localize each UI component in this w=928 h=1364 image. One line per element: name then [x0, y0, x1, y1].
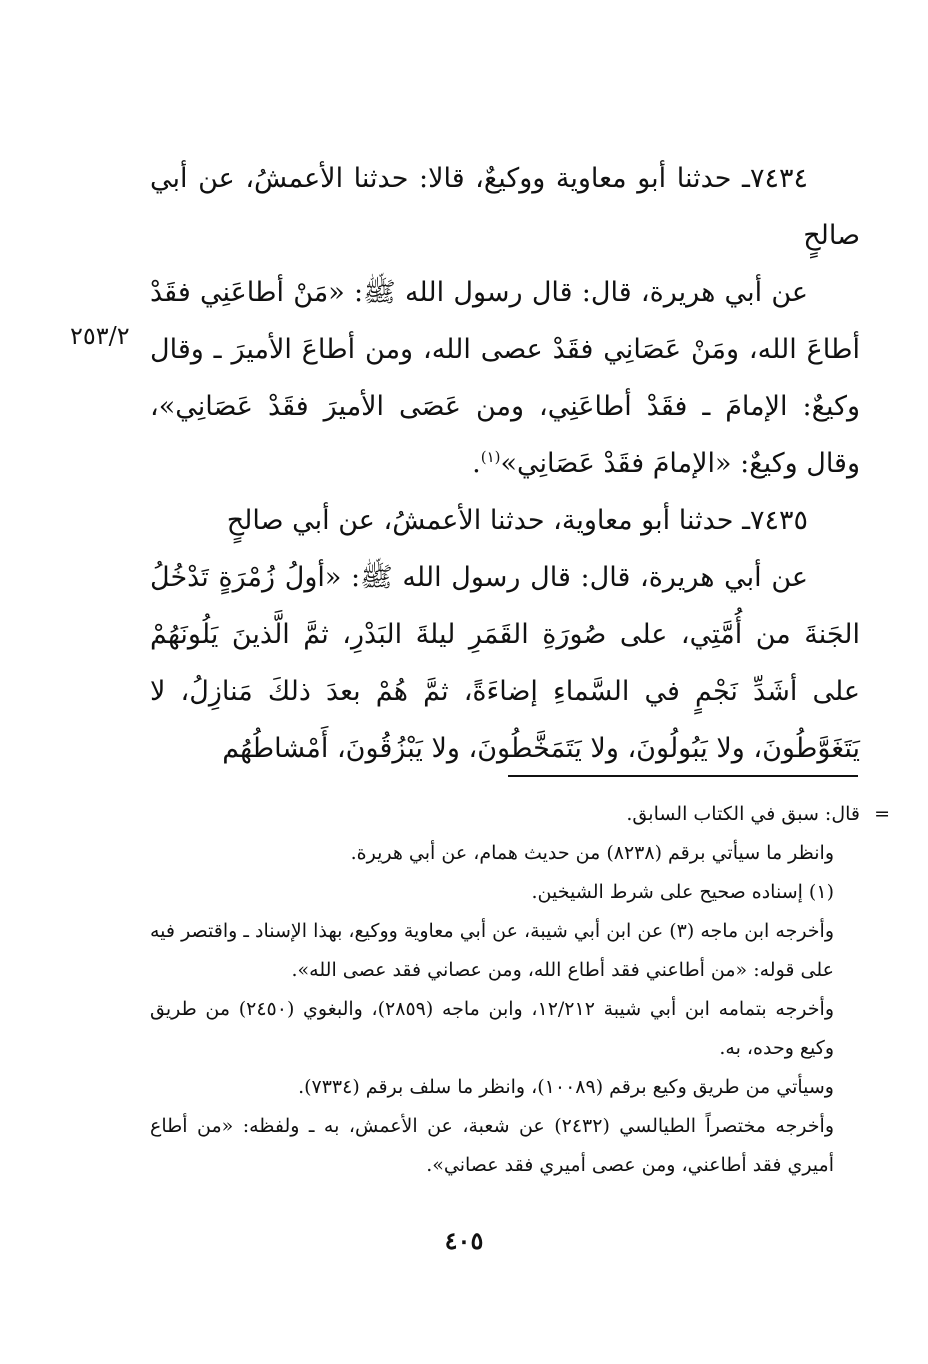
main-text-block [150, 150, 860, 777]
footnote-line-1: قال: سبق في الكتاب السابق. [626, 803, 860, 825]
footnote-continuation [150, 795, 890, 834]
hadith-7435-isnad: ٧٤٣٥ـ حدثنا أبو معاوية، حدثنا الأعمشُ، عن أبي صالحٍ [226, 505, 808, 536]
page-number: ٤٠٥ [444, 1226, 484, 1255]
hadith-7435-matn: عن أبي هريرة، قال: قال رسول الله ﷺ: «أولُ زُمْرَةٍ تَدْخُلُ الجَنةَ من أُمَّتِي، على صُورَةِ القَمَرِ ليلةَ البَدْرِ، ثمَّ الَّذينَ يَلُونَهُمْ على أشَدِّ نَجْمٍ في السَّماءِ إضاءَةً، ثمَّ هُمْ بعدَ ذلكَ مَنازِلُ، لا يَتَغَوَّطُونَ، ولا يَبُولُونَ، ولا يَتَمَخَّطُونَ، ولا يَبْزُقُونَ، أَمْشاطُهُم [150, 562, 860, 764]
footnote-line-6: وسيأتي من طريق وكيع برقم (١٠٠٨٩)، وانظر ما سلف برقم (٧٣٣٤). [298, 1076, 834, 1098]
hadith-7434-isnad: ٧٤٣٤ـ حدثنا أبو معاوية ووكيعٌ، قالا: حدثنا الأعمشُ، عن أبي صالحٍ [150, 163, 860, 251]
footnote-reference[interactable]: (١) [480, 448, 501, 466]
footnote-line-7: وأخرجه مختصراً الطيالسي (٢٤٣٢) عن شعبة، عن الأعمش، به ـ ولفظه: «من أطاع أميري فقد أطاعني، ومن عصى أميري فقد عصاني». [150, 1115, 834, 1176]
footnote-line-4: وأخرجه ابن ماجه (٣) عن ابن أبي شيبة، عن أبي معاوية ووكيع، بهذا الإسناد ـ واقتصر فيه على قوله: «من أطاعني فقد أطاع الله، ومن عصاني فقد عصى الله». [150, 920, 835, 981]
margin-volume-page-reference: ٢٥٣/٢ [70, 322, 130, 350]
footnote-divider [508, 775, 858, 777]
footnotes-block [150, 795, 890, 1185]
hadith-7434-matn [150, 264, 860, 492]
continuation-mark: = [874, 803, 890, 825]
footnote-line-2: وانظر ما سيأتي برقم (٨٢٣٨) من حديث همام، عن أبي هريرة. [350, 842, 834, 864]
hadith-7434-text: عن أبي هريرة، قال: قال رسول الله ﷺ: «مَنْ أطاعَنِي فقَدْ أطاعَ الله، ومَنْ عَصَانِي فقَدْ عصى الله، ومن أطاعَ الأميرَ ـ وقال وكيعٌ: الإمامَ ـ فقَدْ أطاعَنِي، ومن عَصَى الأميرَ فقَدْ عَصَانِي»، وقال وكيعٌ: «الإمامَ فقَدْ عَصَانِي» [150, 277, 860, 479]
footnote-line-5: وأخرجه بتمامه ابن أبي شيبة ١٢/٢١٢، وابن ماجه (٢٨٥٩)، والبغوي (٢٤٥٠) من طريق وكيع وحده، به. [150, 998, 834, 1059]
footnote-1-heading: (١) إسناده صحيح على شرط الشيخين. [531, 881, 834, 903]
end-dot: . [472, 448, 481, 479]
